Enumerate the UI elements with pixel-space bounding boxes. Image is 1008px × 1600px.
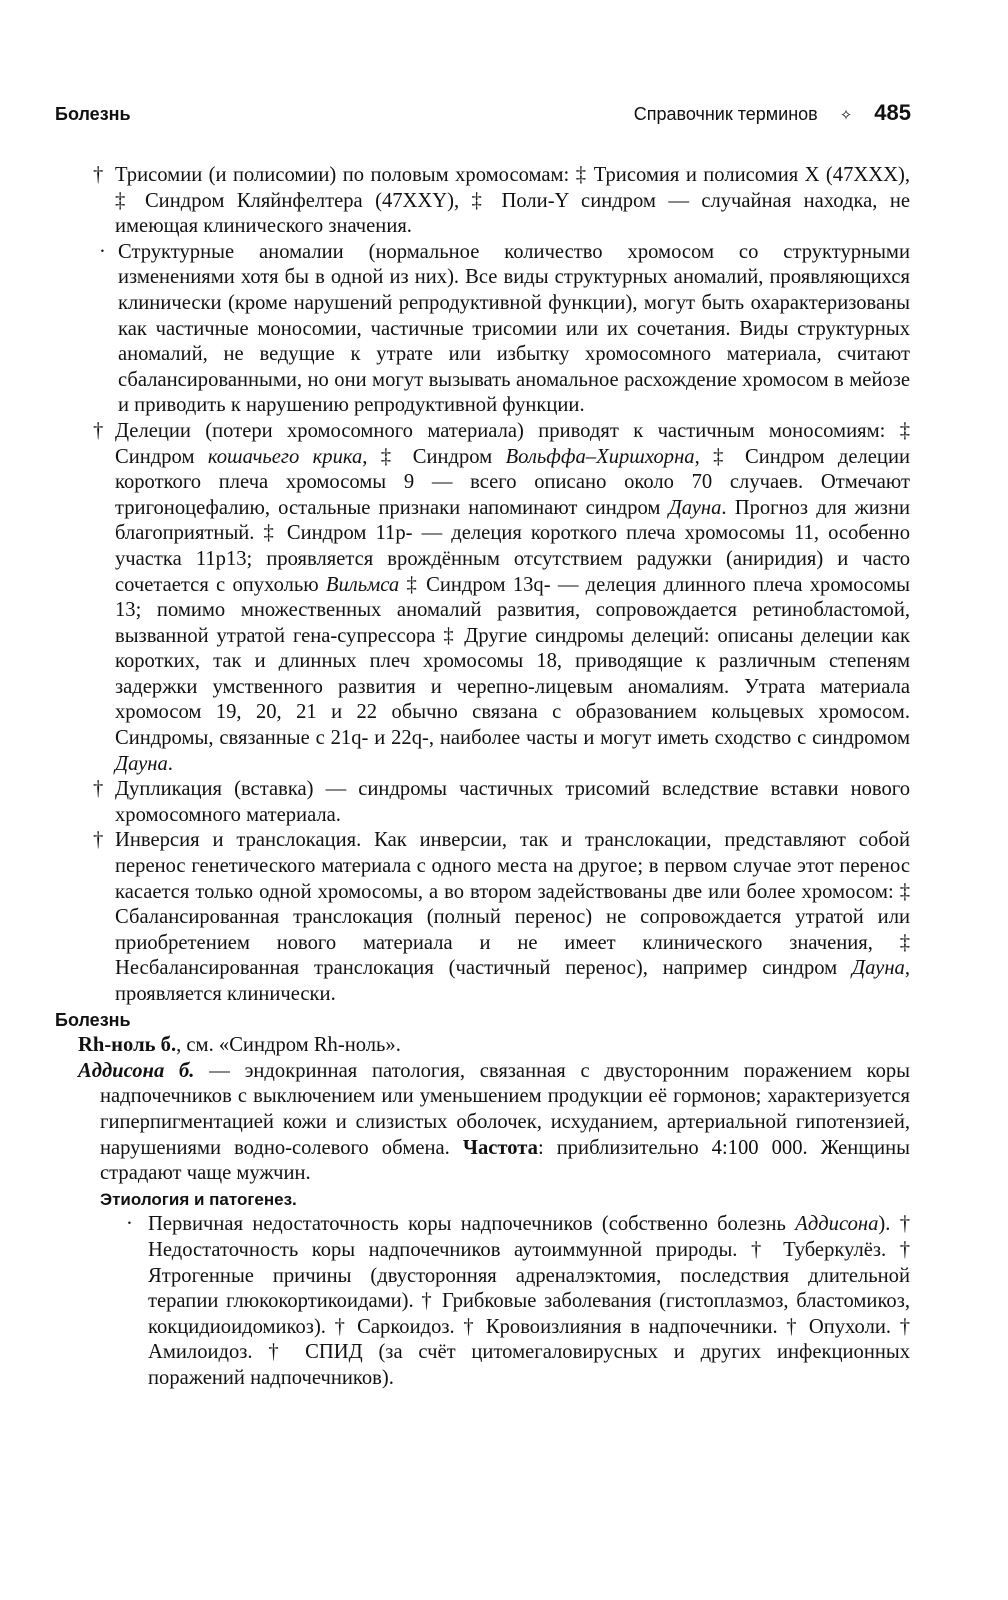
entry-addison xyxy=(78,1059,910,1187)
paragraph-text: Структурные аномалии (нормальное количество хромосом со структурными изменениями хотя бы в одной из них). Все виды структурных аномалий, проявляющихся клинически (кроме нарушений репродуктивной функции), могут быть охарактеризованы как частичные моносомии, частичные трисомии или их сочетания. Виды структурных аномалий, не ведущие к утрате или избытку хромосомного материала, считают сбалансированными, но они могут вызывать аномальное расхождение хромосом в мейозе и приводить к нарушению репродуктивной функции. xyxy=(118,240,910,417)
paragraph-text: Инверсия и транслокация. Как инверсии, так и транслокации, представляют собой перенос генетического материала с одного места на другое; в первом случае этот перенос касается только одной хромосомы, а во втором задействованы две или более хромосом: ‡ Сбалансированная транслокация (полный перенос) не сопровождается утратой или приобретением нового материала и не имеет клинического значения, ‡ Несбалансированная транслокация (частичный перенос), например синдром xyxy=(115,829,910,980)
page-number: 485 xyxy=(874,100,911,125)
header-title: Справочник терминов xyxy=(633,104,818,124)
list-item xyxy=(93,828,910,1007)
italic-term: Дауна xyxy=(668,496,722,519)
subsection-heading: Этиология и патогенез. xyxy=(100,1189,297,1209)
italic-term: Дауна xyxy=(115,752,168,775)
header-right xyxy=(634,100,911,126)
paragraph-text: Дупликация (вставка) — синдромы частичных трисомий вследствие вставки нового хромосомного материала. xyxy=(115,778,910,826)
entry-text: — эндокринная патология, связанная с двусторонним поражением коры надпочечников с выключением или уменьшением продукции её гормонов; характеризуется гиперпигментацией кожи и слизистых оболочек, исхуданием, артериальной гипотензией, нарушениями водно-солевого обмена. xyxy=(100,1059,910,1159)
list-item xyxy=(93,777,910,828)
list-item xyxy=(99,240,910,419)
bullet-marker: · xyxy=(99,240,106,263)
section-heading: Болезнь xyxy=(55,1009,131,1030)
list-item xyxy=(93,163,910,240)
italic-term: Вольффа–Хиршхорна xyxy=(505,445,695,468)
page-body xyxy=(55,163,910,1392)
italic-term: Вильмса xyxy=(325,573,400,596)
bullet-marker: · xyxy=(126,1213,133,1236)
italic-term: Дауна xyxy=(852,957,905,980)
entry-text: , см. «Синдром Rh-ноль». xyxy=(176,1034,401,1057)
entry-term: Rh-ноль б. xyxy=(78,1034,177,1057)
diamond-icon: ✧ xyxy=(839,107,853,124)
entry-term: Аддисона б. xyxy=(78,1059,195,1082)
paragraph-text: Трисомии (и полисомии) по половым хромосомам: ‡ Трисомия и полисомия X (47XXX), ‡ Синдром Кляйнфелтера (47XXY), ‡ Поли-Y синдром — случайная находка, не имеющая клинического значения. xyxy=(115,164,910,238)
dagger-marker: † xyxy=(93,829,104,852)
dagger-marker: † xyxy=(93,164,104,186)
paragraph-text: Первичная недостаточность коры надпочечников (собственно болезнь xyxy=(148,1213,796,1236)
paragraph-text: Делеции (потери хромосомного материала) приводят к частичным моносомиям: ‡ Синдром xyxy=(115,419,910,468)
running-header xyxy=(55,100,911,136)
paragraph-text: , проявляется клинически. xyxy=(115,957,910,1005)
entry-text: : приблизительно 4:100 000. Женщины страдают чаще мужчин. xyxy=(100,1136,910,1185)
paragraph-text: . Прогноз для жизни благоприятный. ‡ Синдром 11p- — делеция короткого плеча хромосомы 11, особенно участка 11p13; проявляется врождённым отсутствием радужки (аниридия) и часто сочетается с опухолью xyxy=(115,496,910,596)
paragraph-text: ). † Недостаточность коры надпочечников аутоиммунной природы. † Туберкулёз. † Ятрогенные причины (двусторонняя адреналэктомия, последствия длительной терапии глюкокортикоидами). † Грибковые заболевания (гистоплазмоз, бластомикоз, кокцидиоидомикоз). † Саркоидоз. † Кровоизлияния в надпочечники. † Опухоли. † Амилоидоз. † СПИД (за счёт цитомегаловирусных и других инфекционных поражений надпочечников). xyxy=(148,1213,911,1389)
header-section: Болезнь xyxy=(55,104,131,124)
paragraph-text: , ‡ Синдром делеции короткого плеча хромосомы 9 — всего описано около 70 случаев. Отмечают тригоноцефалию, остальные признаки напоминают синдром xyxy=(115,445,910,519)
frequency-label: Частота xyxy=(462,1136,538,1159)
paragraph-text: ‡ Синдром 13q- — делеция длинного плеча хромосомы 13; помимо множественных аномалий развития, сопровождается ретинобластомой, вызванной утратой гена-супрессора ‡ Другие синдромы делеций: описаны делеции как коротких, так и длинных плеч хромосомы 18, приводящие к различным степеням задержки умственного развития и черепно-лицевым аномалиям. Утрата материала хромосом 19, 20, 21 и 22 обычно связана с образованием кольцевых хромосом. Синдромы, связанные с 21q- и 22q-, наиболее часты и могут иметь сходство с синдромом xyxy=(115,573,910,750)
italic-term: Аддисона xyxy=(795,1213,879,1236)
dagger-marker: † xyxy=(93,778,104,801)
list-item xyxy=(93,419,910,777)
paragraph-text: . xyxy=(167,752,173,775)
italic-term: кошачьего крика xyxy=(207,445,363,468)
list-item xyxy=(126,1212,911,1391)
paragraph-text: , ‡ Синдром xyxy=(362,445,506,468)
entry-rh-null xyxy=(78,1033,910,1059)
dagger-marker: † xyxy=(93,419,104,442)
